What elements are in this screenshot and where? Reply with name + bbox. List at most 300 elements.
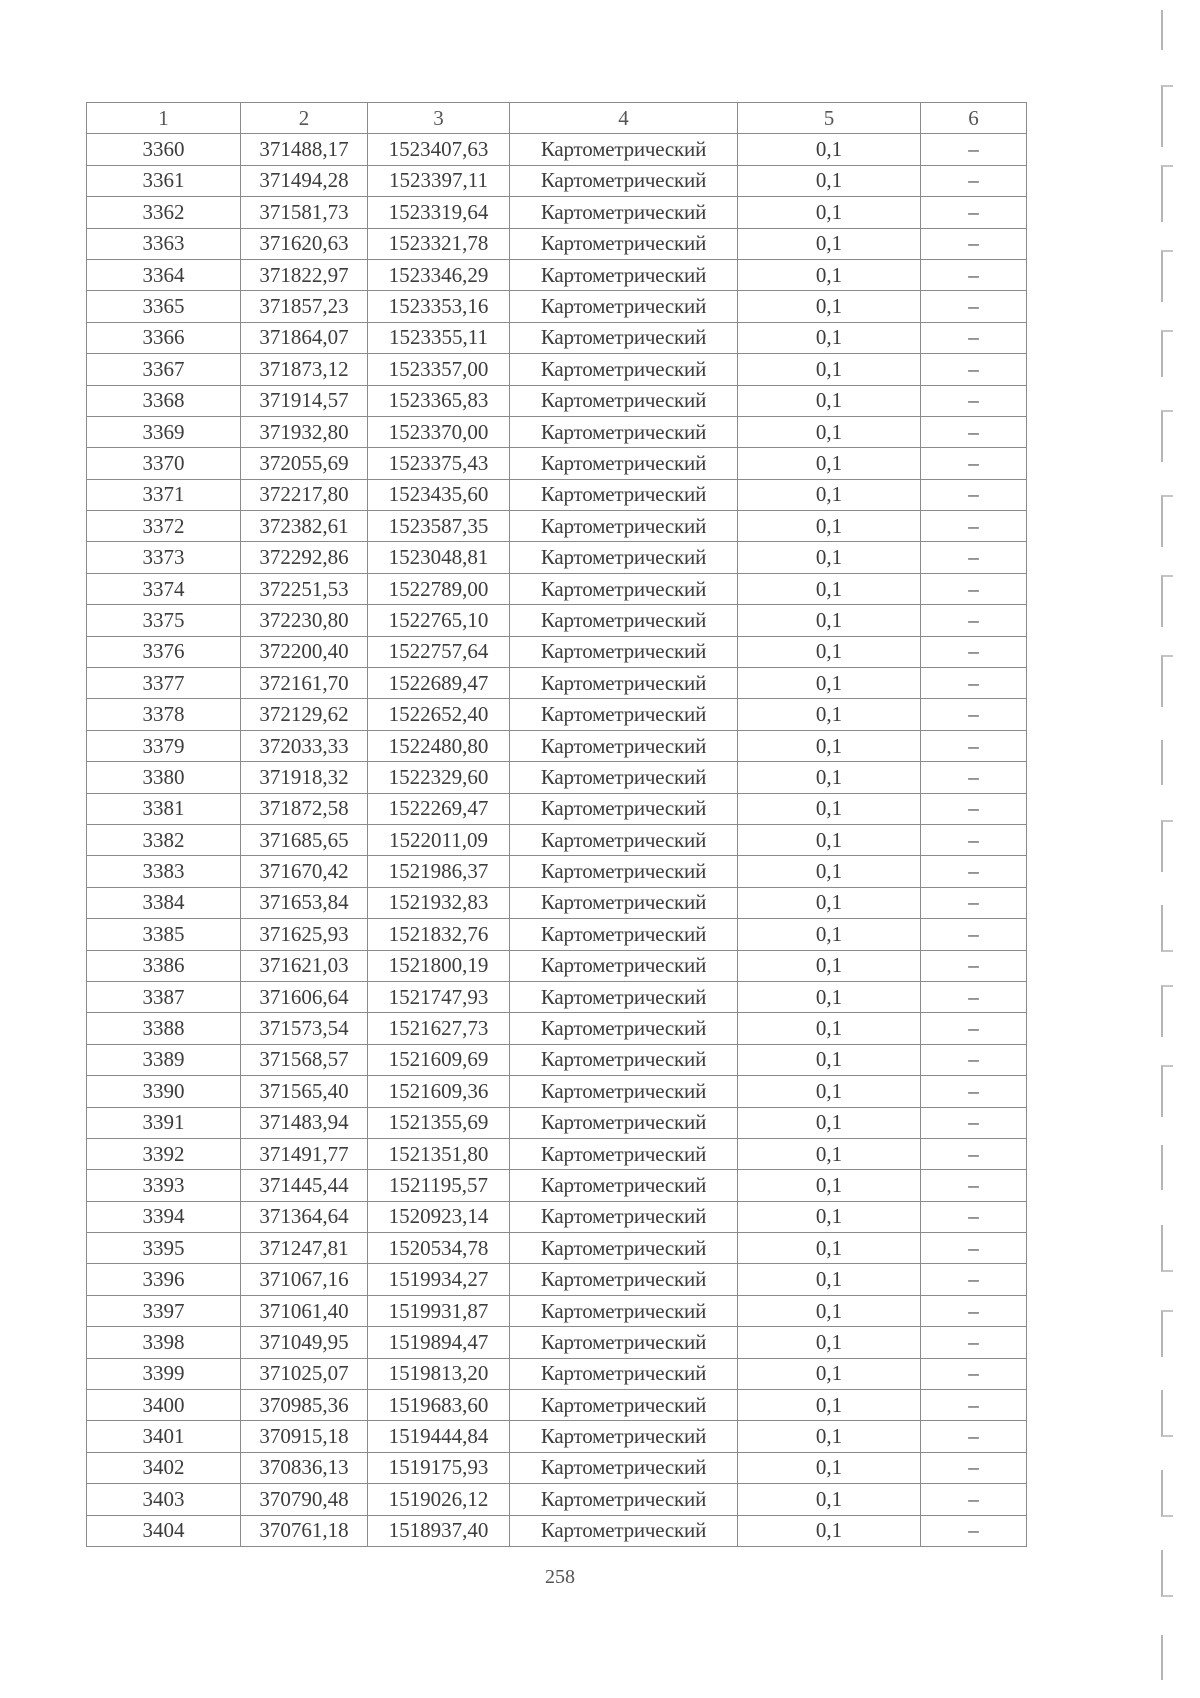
- cell-accuracy: 0,1: [738, 259, 921, 290]
- cell-method: Картометрический: [510, 416, 738, 447]
- cell-accuracy: 0,1: [738, 1515, 921, 1546]
- scan-edge-mark: [1161, 1065, 1173, 1117]
- cell-coordinate-x: 371625,93: [241, 919, 368, 950]
- table-row: [87, 573, 1027, 604]
- cell-note: –: [921, 354, 1027, 385]
- table-row: [87, 197, 1027, 228]
- cell-note: –: [921, 730, 1027, 761]
- cell-accuracy: 0,1: [738, 291, 921, 322]
- cell-method: Картометрический: [510, 636, 738, 667]
- cell-accuracy: 0,1: [738, 322, 921, 353]
- cell-method: Картометрический: [510, 1170, 738, 1201]
- column-header-3: 3: [368, 103, 510, 134]
- cell-note: –: [921, 1327, 1027, 1358]
- cell-note: –: [921, 291, 1027, 322]
- scan-edge-mark: [1161, 820, 1173, 872]
- cell-point-number: 3394: [87, 1201, 241, 1232]
- scan-edge-mark: [1161, 655, 1173, 707]
- cell-coordinate-y: 1522480,80: [368, 730, 510, 761]
- table-row: [87, 699, 1027, 730]
- cell-accuracy: 0,1: [738, 1201, 921, 1232]
- cell-method: Картометрический: [510, 259, 738, 290]
- cell-method: Картометрический: [510, 1107, 738, 1138]
- column-header-4: 4: [510, 103, 738, 134]
- cell-coordinate-y: 1521195,57: [368, 1170, 510, 1201]
- cell-point-number: 3369: [87, 416, 241, 447]
- cell-point-number: 3363: [87, 228, 241, 259]
- cell-coordinate-y: 1523319,64: [368, 197, 510, 228]
- cell-point-number: 3404: [87, 1515, 241, 1546]
- table-row: [87, 322, 1027, 353]
- cell-method: Картометрический: [510, 385, 738, 416]
- scan-edge-mark: [1161, 10, 1173, 50]
- cell-note: –: [921, 259, 1027, 290]
- table-row: [87, 1295, 1027, 1326]
- cell-method: Картометрический: [510, 165, 738, 196]
- cell-coordinate-y: 1522011,09: [368, 824, 510, 855]
- cell-point-number: 3400: [87, 1390, 241, 1421]
- cell-note: –: [921, 1390, 1027, 1421]
- scan-edge-mark: [1161, 330, 1173, 377]
- scan-edge-mark: [1161, 250, 1173, 302]
- cell-coordinate-x: 371565,40: [241, 1076, 368, 1107]
- table-row: [87, 385, 1027, 416]
- cell-note: –: [921, 1138, 1027, 1169]
- cell-coordinate-y: 1522789,00: [368, 573, 510, 604]
- scan-edge-mark: [1161, 1390, 1173, 1437]
- scan-edge-mark: [1161, 165, 1173, 222]
- cell-point-number: 3396: [87, 1264, 241, 1295]
- cell-note: –: [921, 668, 1027, 699]
- table-row: [87, 950, 1027, 981]
- cell-coordinate-x: 371857,23: [241, 291, 368, 322]
- cell-method: Картометрический: [510, 1327, 738, 1358]
- cell-point-number: 3392: [87, 1138, 241, 1169]
- table-row: [87, 605, 1027, 636]
- cell-accuracy: 0,1: [738, 1138, 921, 1169]
- cell-accuracy: 0,1: [738, 1484, 921, 1515]
- cell-coordinate-x: 372200,40: [241, 636, 368, 667]
- table-row: [87, 730, 1027, 761]
- cell-note: –: [921, 228, 1027, 259]
- cell-coordinate-y: 1521355,69: [368, 1107, 510, 1138]
- cell-note: –: [921, 793, 1027, 824]
- cell-coordinate-y: 1521747,93: [368, 981, 510, 1012]
- cell-coordinate-x: 371918,32: [241, 762, 368, 793]
- cell-coordinate-y: 1521609,69: [368, 1044, 510, 1075]
- scan-edge-mark: [1161, 1145, 1173, 1190]
- cell-method: Картометрический: [510, 291, 738, 322]
- cell-point-number: 3377: [87, 668, 241, 699]
- cell-point-number: 3387: [87, 981, 241, 1012]
- cell-coordinate-x: 371049,95: [241, 1327, 368, 1358]
- cell-note: –: [921, 1044, 1027, 1075]
- table-row: [87, 919, 1027, 950]
- cell-point-number: 3378: [87, 699, 241, 730]
- cell-coordinate-x: 371872,58: [241, 793, 368, 824]
- cell-method: Картометрический: [510, 511, 738, 542]
- cell-coordinate-x: 372033,33: [241, 730, 368, 761]
- cell-coordinate-y: 1520534,78: [368, 1233, 510, 1264]
- table-row: [87, 1201, 1027, 1232]
- cell-coordinate-y: 1519175,93: [368, 1452, 510, 1483]
- cell-method: Картометрический: [510, 573, 738, 604]
- cell-note: –: [921, 1013, 1027, 1044]
- cell-method: Картометрический: [510, 542, 738, 573]
- cell-point-number: 3402: [87, 1452, 241, 1483]
- scan-edge-mark: [1161, 1470, 1173, 1517]
- cell-accuracy: 0,1: [738, 1421, 921, 1452]
- cell-coordinate-y: 1519444,84: [368, 1421, 510, 1452]
- cell-point-number: 3379: [87, 730, 241, 761]
- cell-accuracy: 0,1: [738, 1295, 921, 1326]
- cell-point-number: 3391: [87, 1107, 241, 1138]
- cell-coordinate-y: 1519683,60: [368, 1390, 510, 1421]
- cell-point-number: 3375: [87, 605, 241, 636]
- cell-accuracy: 0,1: [738, 228, 921, 259]
- cell-method: Картометрический: [510, 887, 738, 918]
- scan-edge-mark: [1161, 1225, 1173, 1272]
- cell-note: –: [921, 1107, 1027, 1138]
- table-row: [87, 636, 1027, 667]
- cell-coordinate-x: 372161,70: [241, 668, 368, 699]
- cell-note: –: [921, 636, 1027, 667]
- cell-point-number: 3368: [87, 385, 241, 416]
- cell-point-number: 3371: [87, 479, 241, 510]
- cell-point-number: 3382: [87, 824, 241, 855]
- cell-coordinate-x: 371914,57: [241, 385, 368, 416]
- cell-point-number: 3374: [87, 573, 241, 604]
- cell-method: Картометрический: [510, 762, 738, 793]
- cell-coordinate-x: 371932,80: [241, 416, 368, 447]
- cell-note: –: [921, 322, 1027, 353]
- cell-coordinate-x: 372251,53: [241, 573, 368, 604]
- cell-coordinate-x: 371685,65: [241, 824, 368, 855]
- cell-method: Картометрический: [510, 1515, 738, 1546]
- cell-method: Картометрический: [510, 1013, 738, 1044]
- table-row: [87, 1013, 1027, 1044]
- cell-note: –: [921, 416, 1027, 447]
- cell-method: Картометрический: [510, 1201, 738, 1232]
- cell-accuracy: 0,1: [738, 1233, 921, 1264]
- cell-coordinate-y: 1522757,64: [368, 636, 510, 667]
- table-row: [87, 448, 1027, 479]
- cell-accuracy: 0,1: [738, 1013, 921, 1044]
- cell-point-number: 3367: [87, 354, 241, 385]
- column-header-6: 6: [921, 103, 1027, 134]
- cell-point-number: 3380: [87, 762, 241, 793]
- cell-coordinate-y: 1521832,76: [368, 919, 510, 950]
- cell-coordinate-x: 371568,57: [241, 1044, 368, 1075]
- column-header-2: 2: [241, 103, 368, 134]
- cell-coordinate-y: 1521800,19: [368, 950, 510, 981]
- cell-coordinate-x: 372382,61: [241, 511, 368, 542]
- cell-note: –: [921, 1358, 1027, 1389]
- cell-point-number: 3398: [87, 1327, 241, 1358]
- scan-edge-mark: [1161, 1550, 1173, 1597]
- cell-coordinate-y: 1522269,47: [368, 793, 510, 824]
- cell-coordinate-x: 371864,07: [241, 322, 368, 353]
- cell-note: –: [921, 887, 1027, 918]
- cell-coordinate-y: 1523587,35: [368, 511, 510, 542]
- table-row: [87, 1233, 1027, 1264]
- scan-edge-mark: [1161, 905, 1173, 952]
- cell-accuracy: 0,1: [738, 416, 921, 447]
- cell-accuracy: 0,1: [738, 887, 921, 918]
- cell-point-number: 3388: [87, 1013, 241, 1044]
- scan-edge-mark: [1161, 740, 1173, 785]
- cell-point-number: 3364: [87, 259, 241, 290]
- scan-edge-mark: [1161, 85, 1173, 147]
- cell-coordinate-x: 371822,97: [241, 259, 368, 290]
- column-header-1: 1: [87, 103, 241, 134]
- cell-accuracy: 0,1: [738, 1170, 921, 1201]
- cell-coordinate-x: 371061,40: [241, 1295, 368, 1326]
- table-row: [87, 981, 1027, 1012]
- table-row: [87, 1515, 1027, 1546]
- table-row: [87, 511, 1027, 542]
- cell-point-number: 3373: [87, 542, 241, 573]
- cell-point-number: 3399: [87, 1358, 241, 1389]
- cell-accuracy: 0,1: [738, 542, 921, 573]
- cell-coordinate-x: 371247,81: [241, 1233, 368, 1264]
- cell-method: Картометрический: [510, 950, 738, 981]
- cell-method: Картометрический: [510, 134, 738, 165]
- cell-coordinate-x: 371494,28: [241, 165, 368, 196]
- cell-note: –: [921, 950, 1027, 981]
- cell-accuracy: 0,1: [738, 1327, 921, 1358]
- cell-coordinate-x: 370985,36: [241, 1390, 368, 1421]
- table-row: [87, 668, 1027, 699]
- table-row: [87, 291, 1027, 322]
- cell-coordinate-x: 371620,63: [241, 228, 368, 259]
- cell-coordinate-x: 371573,54: [241, 1013, 368, 1044]
- cell-method: Картометрический: [510, 228, 738, 259]
- cell-accuracy: 0,1: [738, 636, 921, 667]
- cell-coordinate-y: 1521986,37: [368, 856, 510, 887]
- column-header-5: 5: [738, 103, 921, 134]
- cell-note: –: [921, 1452, 1027, 1483]
- cell-accuracy: 0,1: [738, 919, 921, 950]
- cell-accuracy: 0,1: [738, 573, 921, 604]
- cell-method: Картометрический: [510, 197, 738, 228]
- table-row: [87, 1107, 1027, 1138]
- cell-point-number: 3395: [87, 1233, 241, 1264]
- cell-coordinate-x: 371364,64: [241, 1201, 368, 1232]
- cell-coordinate-y: 1523407,63: [368, 134, 510, 165]
- cell-accuracy: 0,1: [738, 165, 921, 196]
- cell-accuracy: 0,1: [738, 134, 921, 165]
- cell-coordinate-y: 1521351,80: [368, 1138, 510, 1169]
- cell-point-number: 3362: [87, 197, 241, 228]
- cell-coordinate-y: 1520923,14: [368, 1201, 510, 1232]
- cell-method: Картометрический: [510, 793, 738, 824]
- cell-method: Картометрический: [510, 1264, 738, 1295]
- cell-method: Картометрический: [510, 1358, 738, 1389]
- cell-method: Картометрический: [510, 1233, 738, 1264]
- cell-coordinate-x: 371067,16: [241, 1264, 368, 1295]
- cell-method: Картометрический: [510, 981, 738, 1012]
- table-row: [87, 1264, 1027, 1295]
- cell-note: –: [921, 573, 1027, 604]
- cell-method: Картометрический: [510, 1138, 738, 1169]
- cell-note: –: [921, 479, 1027, 510]
- cell-coordinate-y: 1521627,73: [368, 1013, 510, 1044]
- page-number: 258: [545, 1566, 575, 1588]
- cell-method: Картометрический: [510, 730, 738, 761]
- cell-note: –: [921, 699, 1027, 730]
- cell-accuracy: 0,1: [738, 1076, 921, 1107]
- cell-coordinate-x: 372230,80: [241, 605, 368, 636]
- cell-coordinate-x: 372292,86: [241, 542, 368, 573]
- cell-coordinate-y: 1523346,29: [368, 259, 510, 290]
- cell-method: Картометрический: [510, 919, 738, 950]
- cell-note: –: [921, 824, 1027, 855]
- cell-note: –: [921, 1484, 1027, 1515]
- cell-note: –: [921, 448, 1027, 479]
- cell-accuracy: 0,1: [738, 1452, 921, 1483]
- table-row: [87, 824, 1027, 855]
- cell-point-number: 3403: [87, 1484, 241, 1515]
- table-row: [87, 856, 1027, 887]
- cell-accuracy: 0,1: [738, 448, 921, 479]
- cell-point-number: 3386: [87, 950, 241, 981]
- cell-note: –: [921, 1421, 1027, 1452]
- cell-point-number: 3372: [87, 511, 241, 542]
- cell-note: –: [921, 1170, 1027, 1201]
- table-row: [87, 793, 1027, 824]
- cell-method: Картометрический: [510, 605, 738, 636]
- cell-coordinate-y: 1519813,20: [368, 1358, 510, 1389]
- cell-method: Картометрический: [510, 668, 738, 699]
- cell-coordinate-y: 1523048,81: [368, 542, 510, 573]
- cell-accuracy: 0,1: [738, 479, 921, 510]
- table-header-row: [87, 103, 1027, 134]
- cell-note: –: [921, 1295, 1027, 1326]
- cell-coordinate-y: 1522329,60: [368, 762, 510, 793]
- table-row: [87, 1327, 1027, 1358]
- cell-coordinate-x: 372129,62: [241, 699, 368, 730]
- cell-method: Картометрический: [510, 856, 738, 887]
- scan-edge-marks: [1155, 0, 1195, 1698]
- cell-note: –: [921, 605, 1027, 636]
- cell-note: –: [921, 542, 1027, 573]
- cell-note: –: [921, 856, 1027, 887]
- cell-coordinate-y: 1519894,47: [368, 1327, 510, 1358]
- cell-coordinate-y: 1523357,00: [368, 354, 510, 385]
- cell-coordinate-x: 371491,77: [241, 1138, 368, 1169]
- cell-coordinate-x: 371581,73: [241, 197, 368, 228]
- table-row: [87, 165, 1027, 196]
- cell-accuracy: 0,1: [738, 793, 921, 824]
- table-row: [87, 1358, 1027, 1389]
- table-row: [87, 1076, 1027, 1107]
- cell-accuracy: 0,1: [738, 824, 921, 855]
- cell-note: –: [921, 1076, 1027, 1107]
- cell-method: Картометрический: [510, 322, 738, 353]
- cell-coordinate-y: 1523365,83: [368, 385, 510, 416]
- table-row: [87, 1390, 1027, 1421]
- cell-note: –: [921, 1264, 1027, 1295]
- cell-coordinate-x: 371621,03: [241, 950, 368, 981]
- cell-coordinate-x: 371025,07: [241, 1358, 368, 1389]
- cell-point-number: 3385: [87, 919, 241, 950]
- cell-coordinate-x: 371488,17: [241, 134, 368, 165]
- table-row: [87, 479, 1027, 510]
- cell-coordinate-y: 1519026,12: [368, 1484, 510, 1515]
- cell-coordinate-y: 1523435,60: [368, 479, 510, 510]
- table-row: [87, 1044, 1027, 1075]
- cell-point-number: 3384: [87, 887, 241, 918]
- table-row: [87, 887, 1027, 918]
- cell-coordinate-x: 370915,18: [241, 1421, 368, 1452]
- scan-edge-mark: [1161, 1310, 1173, 1357]
- cell-point-number: 3370: [87, 448, 241, 479]
- table-row: [87, 1484, 1027, 1515]
- cell-accuracy: 0,1: [738, 1390, 921, 1421]
- cell-coordinate-y: 1522652,40: [368, 699, 510, 730]
- table-row: [87, 1452, 1027, 1483]
- cell-method: Картометрический: [510, 1076, 738, 1107]
- cell-point-number: 3389: [87, 1044, 241, 1075]
- cell-method: Картометрический: [510, 1421, 738, 1452]
- cell-accuracy: 0,1: [738, 1358, 921, 1389]
- cell-note: –: [921, 1515, 1027, 1546]
- cell-accuracy: 0,1: [738, 856, 921, 887]
- cell-accuracy: 0,1: [738, 1044, 921, 1075]
- cell-note: –: [921, 1201, 1027, 1232]
- cell-accuracy: 0,1: [738, 1107, 921, 1138]
- cell-method: Картометрический: [510, 1484, 738, 1515]
- cell-coordinate-y: 1521932,83: [368, 887, 510, 918]
- cell-accuracy: 0,1: [738, 511, 921, 542]
- cell-coordinate-x: 371873,12: [241, 354, 368, 385]
- cell-accuracy: 0,1: [738, 1264, 921, 1295]
- cell-coordinate-x: 371483,94: [241, 1107, 368, 1138]
- cell-coordinate-x: 371606,64: [241, 981, 368, 1012]
- cell-accuracy: 0,1: [738, 762, 921, 793]
- cell-coordinate-x: 370761,18: [241, 1515, 368, 1546]
- cell-note: –: [921, 197, 1027, 228]
- cell-accuracy: 0,1: [738, 354, 921, 385]
- cell-accuracy: 0,1: [738, 699, 921, 730]
- cell-accuracy: 0,1: [738, 950, 921, 981]
- cell-coordinate-x: 371445,44: [241, 1170, 368, 1201]
- cell-coordinate-y: 1523375,43: [368, 448, 510, 479]
- cell-coordinate-x: 370836,13: [241, 1452, 368, 1483]
- scan-edge-mark: [1161, 410, 1173, 462]
- cell-note: –: [921, 919, 1027, 950]
- cell-coordinate-y: 1523321,78: [368, 228, 510, 259]
- cell-point-number: 3366: [87, 322, 241, 353]
- cell-coordinate-y: 1522689,47: [368, 668, 510, 699]
- cell-point-number: 3401: [87, 1421, 241, 1452]
- cell-point-number: 3361: [87, 165, 241, 196]
- table-row: [87, 1138, 1027, 1169]
- cell-point-number: 3381: [87, 793, 241, 824]
- table-row: [87, 1421, 1027, 1452]
- cell-point-number: 3397: [87, 1295, 241, 1326]
- cell-point-number: 3390: [87, 1076, 241, 1107]
- table-row: [87, 228, 1027, 259]
- cell-point-number: 3360: [87, 134, 241, 165]
- cell-note: –: [921, 511, 1027, 542]
- cell-method: Картометрический: [510, 1452, 738, 1483]
- cell-coordinate-x: 370790,48: [241, 1484, 368, 1515]
- table-row: [87, 416, 1027, 447]
- cell-method: Картометрический: [510, 1295, 738, 1326]
- cell-accuracy: 0,1: [738, 605, 921, 636]
